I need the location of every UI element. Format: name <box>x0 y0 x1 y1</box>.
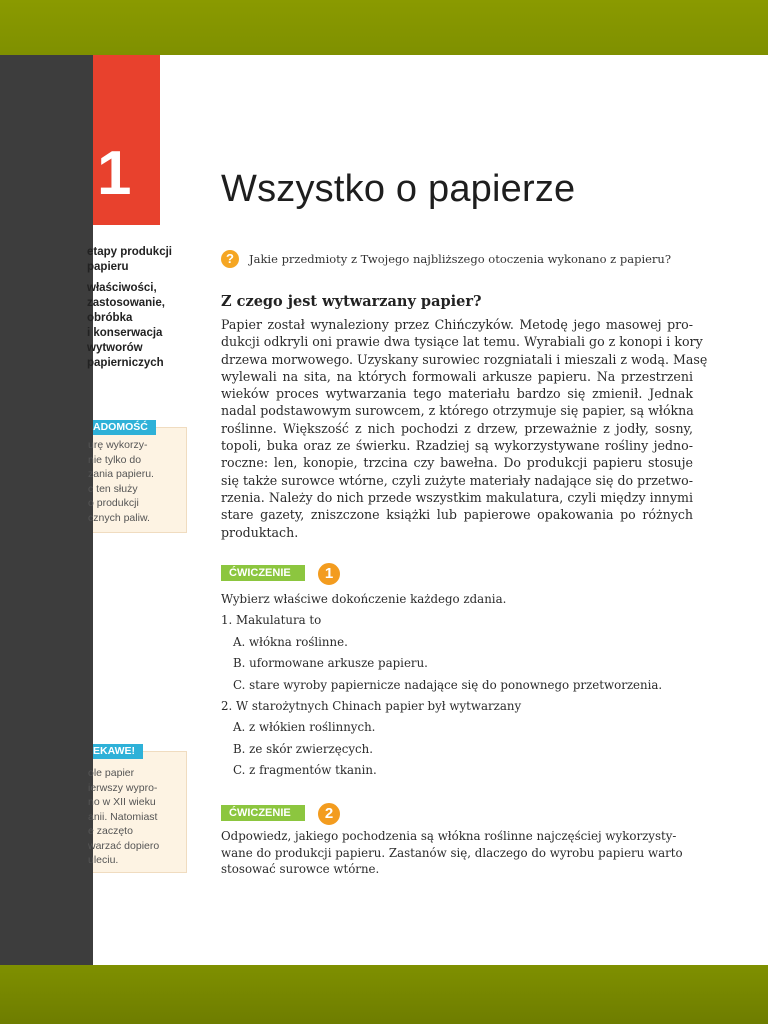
page-spine <box>0 55 93 965</box>
fact-box-line: c ten służy <box>88 482 138 495</box>
fact-box <box>88 421 187 533</box>
topic-line: etapy produkcji <box>87 246 172 258</box>
exercise-label: ĆWICZENIE <box>221 565 305 581</box>
answer-option: B. ze skór zwierzęcych. <box>233 741 373 756</box>
topic-line: papieru <box>87 261 129 273</box>
curiosity-box-line: uleciu. <box>88 854 119 866</box>
fact-box-line: urę wykorzy- <box>88 439 148 451</box>
fact-box-line: zania papieru. <box>88 468 154 480</box>
exercise-instruction: Wybierz właściwe dokończenie każdego zdania. <box>221 592 507 606</box>
answer-option: C. z fragmentów tkanin. <box>233 763 377 778</box>
exercise-question: 1. Makulatura to <box>221 613 322 628</box>
body-line: roślinne. Większość z nich pochodzi z drzew, przeważnie z jodły, sosny, <box>221 420 693 436</box>
exercise-question: 2. W starożytnych Chinach papier był wytwarzany <box>221 699 522 714</box>
curiosity-box-line: anii. Natomiast <box>88 810 158 823</box>
exercise-line: Odpowiedz, jakiego pochodzenia są włókna roślinne najczęściej wykorzysty- <box>221 829 677 843</box>
chapter-topics <box>87 245 185 371</box>
question-icon: ? <box>221 250 239 268</box>
section-body <box>221 316 708 541</box>
curiosity-box-line: ole papier <box>88 767 135 779</box>
exercise-number: 2 <box>317 802 341 826</box>
curiosity-box-badge: EKAWE! <box>93 744 143 759</box>
exercise-label: ĆWICZENIE <box>221 805 305 821</box>
answer-option: B. uformowane arkusze papieru. <box>233 656 428 671</box>
body-line: się także surowce wtórne, czyli zużyte materiały nadające się do przetwo- <box>221 472 693 488</box>
exercise-number: 1 <box>317 562 341 586</box>
fact-box-line: nie tylko do <box>88 453 142 466</box>
textbook-page <box>87 55 768 965</box>
body-line: produktach. <box>221 524 299 540</box>
curiosity-box-line: e zaczęto <box>88 825 133 837</box>
body-line: topoli, buka oraz ze świerku. Rzadziej są wykorzystywane rośliny jedno- <box>221 438 693 454</box>
document-viewer <box>0 55 768 965</box>
answer-option: C. stare wyroby papiernicze nadające się do ponownego przetworzenia. <box>233 677 663 692</box>
exercise-1-content <box>221 589 662 782</box>
fact-box-line: o produkcji <box>88 497 139 509</box>
body-line: wieków proces wytwarzania tego materiału bardzo się zmienił. Jednak <box>221 386 693 402</box>
curiosity-box <box>88 745 187 873</box>
curiosity-box-line: ierwszy wypro- <box>88 781 158 794</box>
body-line: stare gazety, zniszczone książki lub papierowe opakowania po różnych <box>221 507 693 523</box>
body-line: dukcji odkryli oni prawie dwa tysiące lat temu. Wyrabiali go z konopi i kory <box>221 334 703 350</box>
answer-option: A. z włókien roślinnych. <box>233 720 376 735</box>
topic-line: obróbka <box>87 312 133 324</box>
chapter-tab <box>93 55 160 225</box>
chapter-number: 1 <box>97 139 132 208</box>
body-line: Papier został wynaleziony przez Chińczyków. Metodę jego masowej pro- <box>221 317 693 332</box>
body-line: nadal podstawowym surowcem, z którego otrzymuje się papier, są włókna <box>221 403 694 419</box>
section-heading: Z czego jest wytwarzany papier? <box>221 293 482 310</box>
question-text: Jakie przedmioty z Twojego najbliższego otoczenia wykonano z papieru? <box>249 252 672 266</box>
topic-line: wytworów <box>87 342 143 354</box>
answer-option: A. włókna roślinne. <box>233 634 348 649</box>
topic-line: papierniczych <box>87 357 164 369</box>
exercise-line: stosować surowce wtórne. <box>221 862 380 876</box>
topic-line: zastosowanie, <box>87 297 165 309</box>
curiosity-box-line: warzać dopiero <box>88 839 160 852</box>
body-line: wylewali na sita, na których formowali arkusze papieru. Na przestrzeni <box>221 368 693 384</box>
fact-box-line: cznych paliw. <box>88 511 150 524</box>
body-line: drzewa morwowego. Uzyskany surowiec rozgniatali i mieszali z wodą. Masę <box>221 351 708 367</box>
exercise-line: wane do produkcji papieru. Zastanów się, dlaczego do wyrobu papieru warto <box>221 845 683 860</box>
fact-box-badge: ADOMOŚĆ <box>93 420 156 435</box>
body-line: rzenia. Należy do nich przede wszystkim makulatura, czyli między innymi <box>221 489 693 505</box>
topic-line: i konserwacja <box>87 327 163 339</box>
page-title: Wszystko o papierze <box>221 168 576 210</box>
curiosity-box-line: no w XII wieku <box>88 796 156 808</box>
body-line: roczne: len, konopie, trzcina czy bawełna. Do produkcji papieru stosuje <box>221 455 693 471</box>
topic-line: właściwości, <box>87 282 157 294</box>
exercise-2-content <box>221 828 683 878</box>
